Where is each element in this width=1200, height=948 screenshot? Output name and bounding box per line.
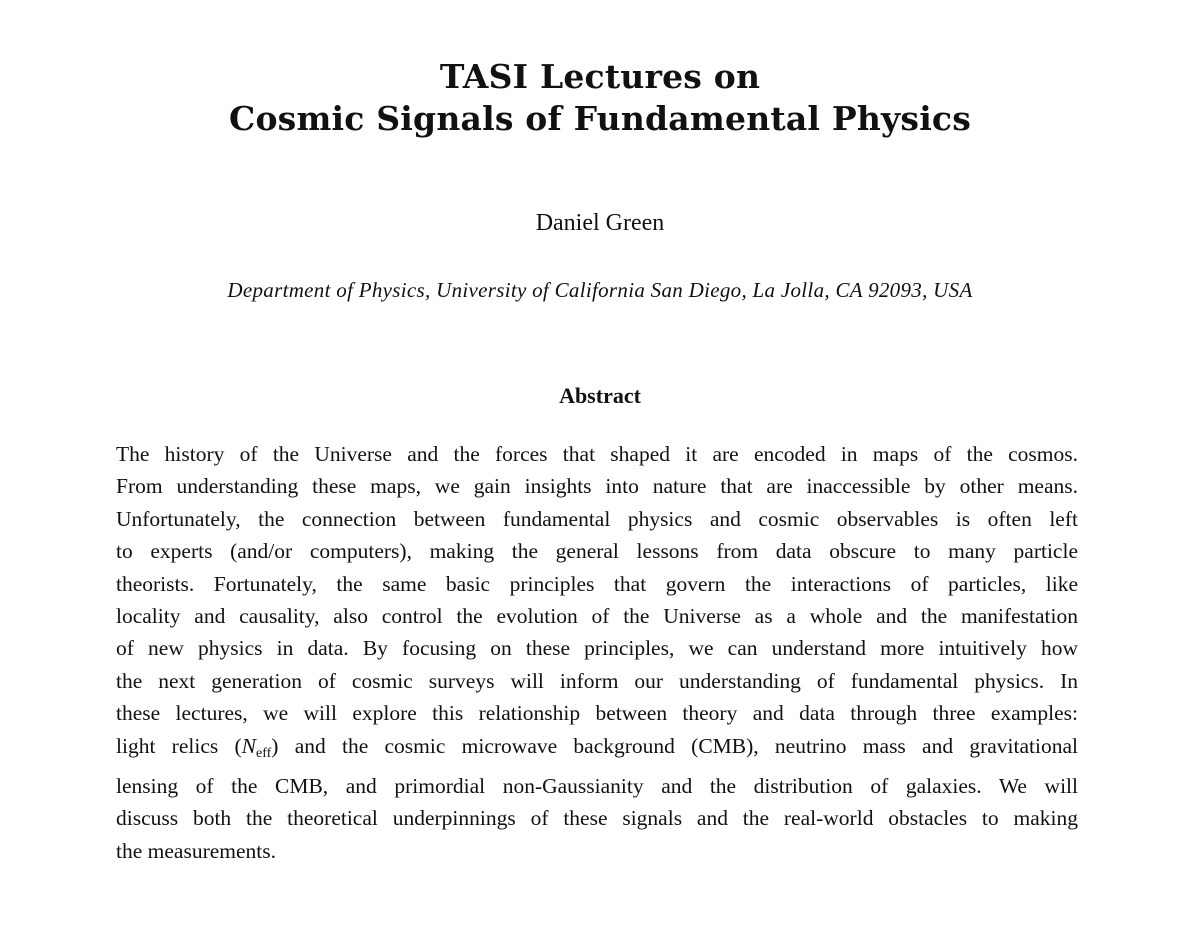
- author-affiliation: Department of Physics, University of California San Diego, La Jolla, CA 92093, USA: [227, 278, 973, 302]
- abstract-line: these lectures, we will explore this relationship between theory and data through three examples:: [116, 701, 1078, 726]
- paper-title-line-2: Cosmic Signals of Fundamental Physics: [228, 99, 972, 138]
- paper-title-line-1: TASI Lectures on: [439, 57, 761, 96]
- abstract-line: locality and causality, also control the evolution of the Universe as a whole and the manifestation: [116, 604, 1078, 629]
- abstract-line-suffix: ) and the cosmic microwave background (CMB), neutrino mass and gravitational: [271, 733, 1078, 758]
- abstract-body: [116, 438, 1078, 867]
- abstract-line-prefix: light relics (: [116, 733, 242, 758]
- abstract-line: discuss both the theoretical underpinnings of these signals and the real-world obstacles to making: [116, 806, 1078, 831]
- abstract-line: Unfortunately, the connection between fundamental physics and cosmic observables is often left: [116, 506, 1078, 531]
- abstract-heading: Abstract: [559, 383, 641, 408]
- abstract-line-with-math: [116, 730, 1078, 770]
- abstract-line: The history of the Universe and the forces that shaped it are encoded in maps of the cosmos.: [116, 442, 1078, 466]
- neff-subscript: eff: [255, 745, 272, 761]
- abstract-line: the measurements.: [116, 838, 277, 863]
- neff-symbol: N: [241, 733, 256, 758]
- abstract-line: theorists. Fortunately, the same basic principles that govern the interactions of particles, like: [116, 571, 1078, 596]
- title-block: [0, 56, 1200, 140]
- abstract-line: the next generation of cosmic surveys will inform our understanding of fundamental physics. In: [116, 668, 1078, 693]
- abstract-line: of new physics in data. By focusing on these principles, we can understand more intuitively how: [116, 636, 1078, 661]
- abstract-line: From understanding these maps, we gain insights into nature that are inaccessible by other means.: [116, 474, 1078, 499]
- abstract-line: to experts (and/or computers), making the general lessons from data obscure to many particle: [116, 539, 1078, 564]
- abstract-line: lensing of the CMB, and primordial non-Gaussianity and the distribution of galaxies. We will: [116, 774, 1078, 799]
- author-name: Daniel Green: [535, 210, 665, 236]
